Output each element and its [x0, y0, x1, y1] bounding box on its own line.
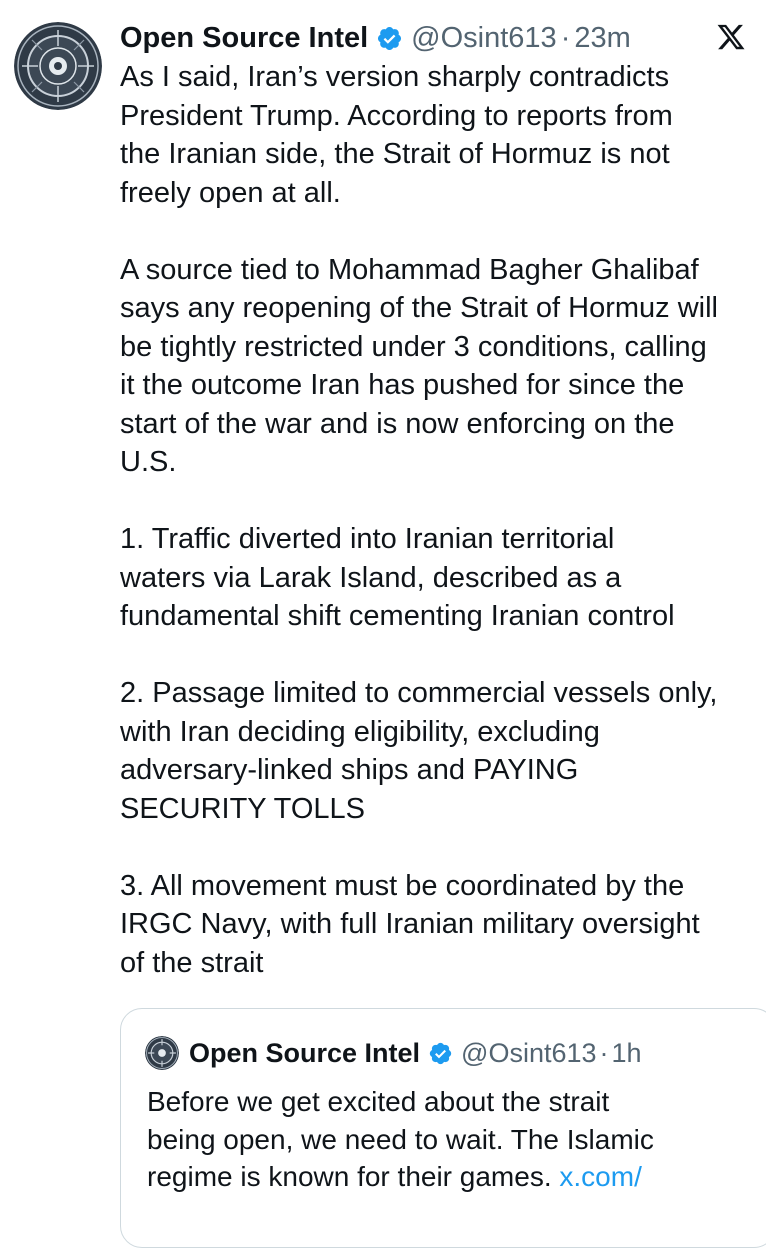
tweet-paragraph: 2. Passage limited to commercial vessels only, with Iran deciding eligibility, excluding adversary-linked ships and PAYING SECURITY TOLLS [120, 677, 718, 825]
quoted-tweet-body: Before we get excited about the strait being open, we need to wait. The Islamic regime is known for their games. [147, 1086, 654, 1192]
tweet-header [120, 16, 631, 60]
quoted-author-name[interactable]: Open Source Intel [189, 1037, 421, 1068]
tweet-text [120, 58, 756, 982]
tweet-paragraph: As I said, Iran’s version sharply contradicts President Trump. According to reports from the Iranian side, the Strait of Hormuz is not freely open at all. [120, 61, 673, 209]
author-avatar[interactable] [14, 22, 102, 110]
osint-logo-avatar [145, 1036, 179, 1070]
tweet-paragraph: 3. All movement must be coordinated by the IRGC Navy, with full Iranian military oversight of the strait [120, 869, 700, 979]
author-name[interactable]: Open Source Intel [120, 21, 369, 54]
quoted-tweet-card[interactable] [120, 1008, 766, 1248]
author-handle[interactable]: @Osint613 [411, 21, 557, 54]
tweet-timestamp[interactable]: 23m [574, 21, 631, 54]
quoted-author-avatar[interactable] [145, 1036, 179, 1070]
osint-logo-avatar [14, 22, 102, 110]
quoted-header-separator: · [599, 1037, 609, 1068]
quoted-author-handle[interactable]: @Osint613 [461, 1037, 597, 1068]
quoted-tweet-timestamp[interactable]: 1h [611, 1037, 642, 1068]
tweet-paragraph: 1. Traffic diverted into Iranian territorial waters via Larak Island, described as a fundamental shift cementing Iranian control [120, 523, 675, 632]
quoted-tweet-link[interactable]: x.com/ [559, 1161, 642, 1192]
verified-badge-icon[interactable] [428, 1041, 453, 1066]
header-separator: · [560, 21, 571, 54]
verified-badge-icon[interactable] [376, 25, 403, 52]
x-logo-icon[interactable] [716, 22, 746, 52]
tweet-paragraph: A source tied to Mohammad Bagher Ghalibaf says any reopening of the Strait of Hormuz will be tightly restricted under 3 conditions, calling it the outcome Iran has pushed for since the start of the war and is now enforcing on the U.S. [120, 253, 718, 478]
quoted-tweet-text [147, 1083, 747, 1196]
quoted-tweet-header [145, 1035, 642, 1071]
